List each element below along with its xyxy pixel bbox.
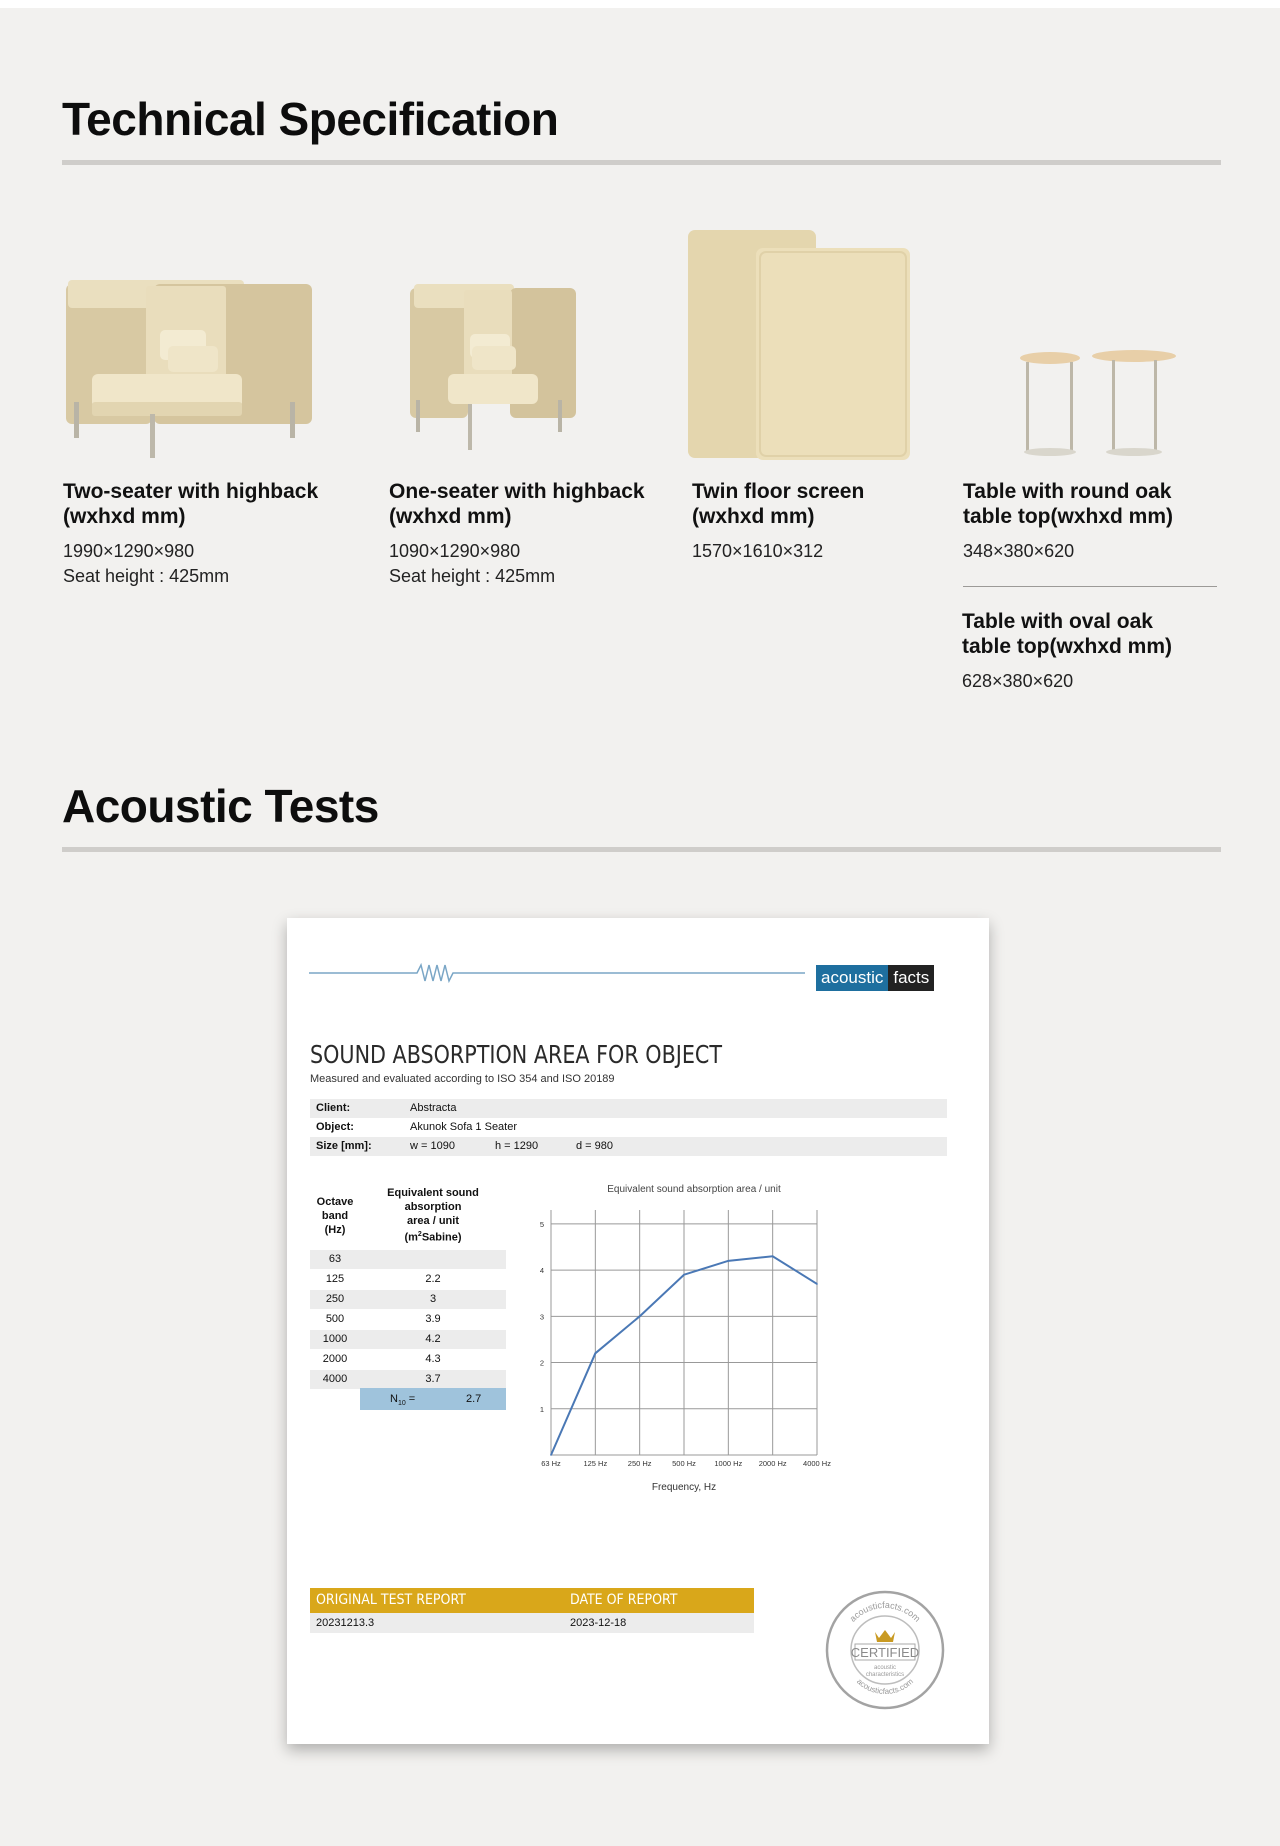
data-point (816, 1283, 818, 1285)
header-line: $(m^2Sabine)$ (404, 1231, 462, 1244)
product-dimensions: 1990×1290×980 (63, 541, 195, 561)
product-divider (963, 586, 1217, 587)
data-point (550, 1454, 552, 1456)
size-row (310, 1137, 947, 1156)
product-dimensions: 348×380×620 (963, 541, 1075, 561)
table-row: 4000 3.7 (310, 1370, 506, 1389)
report-footer-row (310, 1613, 754, 1633)
table-row: 2000 4.3 (322, 1353, 441, 1365)
spec-section-rule (62, 160, 1221, 165)
one-seater-sofa-image (408, 280, 578, 452)
data-point (772, 1255, 774, 1257)
n10-label: $N_{10}$ = (390, 1393, 416, 1408)
client-label: Client: (316, 1102, 351, 1114)
logo-acoustic: acoustic (816, 965, 888, 991)
certified-seal (823, 1588, 947, 1712)
original-test-report-label: ORIGINAL TEST REPORT (316, 1592, 466, 1608)
header-line: area / unit (407, 1215, 459, 1227)
y-tick-label: 2 (539, 1358, 545, 1368)
side-tables-image (1014, 348, 1182, 458)
data-point (639, 1316, 641, 1318)
y-tick-label: 1 (539, 1404, 545, 1414)
header-line: band (321, 1210, 349, 1222)
product-title: Table with oval oak (962, 610, 1153, 633)
product-seat-height: Seat height : 425mm (63, 566, 230, 586)
size-height: h = 1290 (495, 1140, 539, 1152)
y-tick-label: 3 (539, 1312, 545, 1322)
table-row: 63 (310, 1250, 506, 1269)
x-tick-label: 4000 Hz (803, 1459, 831, 1468)
x-axis-label: Frequency, Hz (651, 1482, 717, 1493)
date-of-report-label: DATE OF REPORT (570, 1592, 678, 1608)
soundwave-header-line (309, 958, 805, 988)
n10-summary (360, 1388, 506, 1410)
seal-certified-text: CERTIFIED (850, 1645, 920, 1660)
report-title: SOUND ABSORPTION AREA FOR OBJECT (310, 1040, 723, 1069)
product-title: (wxhxd mm) (692, 505, 815, 528)
product-title: table top(wxhxd mm) (963, 505, 1174, 528)
object-label: Object: (316, 1121, 354, 1133)
report-date: 2023-12-18 (570, 1617, 627, 1629)
header-line: absorption (404, 1201, 462, 1213)
report-subtitle: Measured and evaluated according to ISO 354 and ISO 20189 (310, 1073, 615, 1085)
x-tick-label: 1000 Hz (714, 1459, 743, 1468)
n10-value: 2.7 (466, 1393, 482, 1405)
absorption-chart (527, 1178, 857, 1498)
data-point (728, 1260, 730, 1262)
product-seat-height: Seat height : 425mm (389, 566, 556, 586)
x-tick-label: 500 Hz (672, 1459, 696, 1468)
header-line: Octave (316, 1196, 354, 1208)
product-title: (wxhxd mm) (63, 505, 186, 528)
product-title: One-seater with highback (389, 480, 645, 503)
acoustic-test-report (287, 918, 989, 1744)
logo-facts: facts (888, 965, 934, 991)
seal-sub-text: characteristics (865, 1672, 905, 1678)
product-title: Table with round oak (963, 480, 1172, 503)
table-row: 500 3.9 (325, 1313, 441, 1325)
client-row (310, 1099, 947, 1118)
product-dimensions: 628×380×620 (962, 671, 1074, 691)
y-tick-label: 5 (539, 1219, 545, 1229)
acousticfacts-logo (816, 965, 934, 991)
table-row: 125 2.2 (325, 1273, 441, 1285)
table-row: 250 3 (310, 1290, 506, 1309)
two-seater-sofa-image (64, 274, 314, 460)
object-row (310, 1118, 947, 1137)
size-depth: d = 980 (576, 1140, 614, 1152)
product-dimensions: 1570×1610×312 (692, 541, 824, 561)
object-value: Akunok Sofa 1 Seater (410, 1121, 518, 1133)
acoustic-section-rule (62, 847, 1221, 852)
seal-top-text: acousticfacts.com (847, 1599, 923, 1624)
header-line: Equivalent sound (387, 1187, 479, 1199)
chart-title: Equivalent sound absorption area / unit (607, 1184, 781, 1195)
product-dimensions: 1090×1290×980 (389, 541, 521, 561)
top-strip (0, 0, 1280, 8)
report-footer-header (310, 1588, 754, 1613)
absorption-area-header (360, 1186, 506, 1245)
data-point (595, 1353, 597, 1355)
product-title: Two-seater with highback (63, 480, 319, 503)
product-title: Twin floor screen (692, 480, 865, 503)
chart-root (540, 1184, 831, 1493)
table-row: 1000 4.2 (310, 1330, 506, 1349)
size-label: Size [mm]: (316, 1140, 372, 1152)
y-tick-label: 4 (539, 1266, 545, 1276)
x-tick-label: 63 Hz (541, 1459, 561, 1468)
data-point (683, 1274, 685, 1276)
acoustic-section-title: Acoustic Tests (62, 780, 379, 832)
spec-section-title: Technical Specification (62, 93, 559, 145)
x-tick-label: 2000 Hz (758, 1459, 787, 1468)
twin-floor-screen-image (686, 228, 912, 462)
header-line: (Hz) (324, 1224, 346, 1236)
octave-band-header (310, 1195, 360, 1237)
x-tick-label: 250 Hz (627, 1459, 652, 1468)
seal-bottom-text: acousticfacts.com (855, 1676, 916, 1697)
product-title: (wxhxd mm) (389, 505, 512, 528)
client-value: Abstracta (410, 1102, 457, 1114)
x-tick-label: 125 Hz (583, 1459, 608, 1468)
seal-sub-text: acoustic (873, 1665, 897, 1671)
product-title: table top(wxhxd mm) (962, 635, 1173, 658)
size-width: w = 1090 (410, 1140, 455, 1152)
report-number: 20231213.3 (316, 1617, 375, 1629)
